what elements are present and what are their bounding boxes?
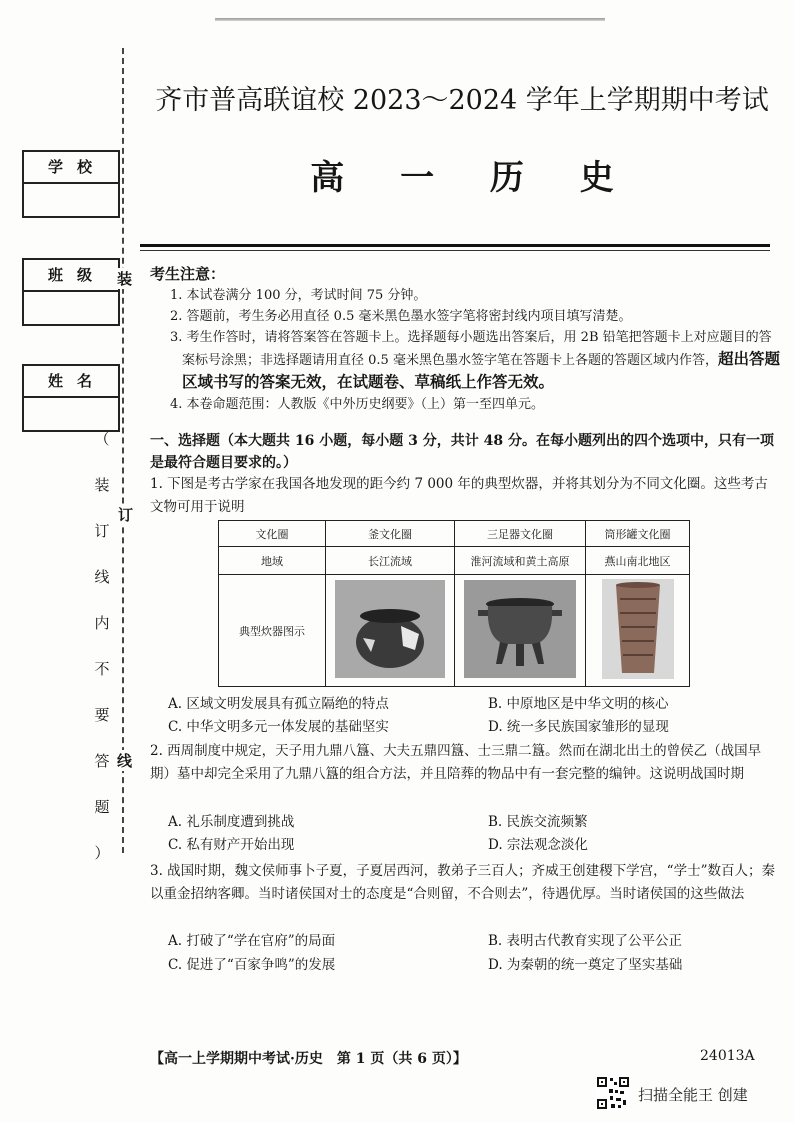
tripod-vessel-image (455, 575, 586, 687)
table-region-cell: 燕山南北地区 (586, 547, 690, 575)
binding-notice-char: 订 (94, 522, 110, 540)
scan-top-line (215, 18, 605, 21)
tube-jar-image (602, 579, 674, 679)
q1-option-c[interactable]: C. 中华文明多元一体发展的基础坚实 (168, 719, 389, 735)
name-field[interactable] (22, 364, 120, 432)
binding-notice-char: 内 (94, 614, 110, 632)
notice-item-3 (150, 327, 780, 394)
header-rule-thick (140, 244, 770, 247)
notice-item-3-emphasis: 超出答题区域书写的答案无效，在试题卷、草稿纸上作答无效。 (182, 349, 780, 391)
notice-item-3-text: 3. 考生作答时，请将答案答在答题卡上。选择题每小题选出答案后，用 2B 铅笔把答题卡上对应题目的答案标号涂黑；非选择题请用直径 0.5 毫米黑色墨水签字笔在答题卡上各题的答题区域内作答， (170, 330, 772, 368)
table-region-cell: 长江流域 (326, 547, 455, 575)
q2-option-c[interactable]: C. 私有财产开始出现 (168, 837, 295, 853)
fu-pot-image (326, 575, 455, 687)
q1-option-a[interactable]: A. 区域文明发展具有孤立隔绝的特点 (168, 696, 389, 712)
tube-jar-image (586, 575, 690, 687)
binding-notice-column (92, 428, 112, 888)
notice-item-1: 1. 本试卷满分 100 分，考试时间 75 分钟。 (170, 288, 427, 303)
table-header-cell: 文化圈 (219, 521, 326, 547)
q2-option-d[interactable]: D. 宗法观念淡化 (488, 837, 588, 853)
q2-option-a[interactable]: A. 礼乐制度遭到挑战 (168, 814, 295, 830)
binding-notice-char: 线 (94, 568, 110, 586)
binding-notice-char: 装 (94, 476, 110, 494)
binding-notice-char: （ (94, 430, 110, 448)
question-1-stem: 1. 下图是考古学家在我国各地发现的距今约 7 000 年的典型炊器，并将其划分为不同文化圈。这些考古文物可用于说明 (150, 476, 768, 515)
binding-notice-char: 不 (94, 660, 110, 678)
section-heading: 一、选择题（本大题共 16 小题，每小题 3 分，共计 48 分。在每小题列出的四个选项中，只有一项是最符合题目要求的。） (150, 433, 774, 471)
binding-notice-char: 题 (94, 798, 110, 816)
paper-code: 24013A (700, 1048, 755, 1064)
q3-option-c[interactable]: C. 促进了“百家争鸣”的发展 (168, 957, 336, 973)
q3-option-d[interactable]: D. 为秦朝的统一奠定了坚实基础 (488, 957, 683, 973)
table-region-cell: 淮河流域和黄土高原 (455, 547, 586, 575)
table-header-cell: 三足器文化圈 (455, 521, 586, 547)
q1-option-d[interactable]: D. 统一多民族国家雏形的显现 (488, 719, 669, 735)
binding-char-zhuang: 装 (117, 270, 133, 288)
table-image-label: 典型炊器图示 (219, 575, 326, 687)
q2-option-b[interactable]: B. 民族交流频繁 (488, 814, 588, 830)
scanner-watermark: 扫描全能王 创建 (638, 1086, 748, 1104)
q3-option-b[interactable]: B. 表明古代教育实现了公平公正 (488, 933, 683, 949)
binding-notice-char: 要 (94, 706, 110, 724)
table-region-cell: 地域 (219, 547, 326, 575)
binding-notice-char: ） (94, 844, 110, 862)
subject-title: 高 一 历 史 (310, 158, 636, 198)
question-2-stem: 2. 西周制度中规定，天子用九鼎八簋、大夫五鼎四簋、士三鼎二簋。然而在湖北出土的曾侯乙（战国早期）墓中却完全采用了九鼎八簋的组合方法，并且陪葬的物品中有一套完整的编钟。这说明战国时期 (150, 743, 762, 782)
header-rule-thin (140, 250, 770, 251)
class-field[interactable] (22, 258, 120, 326)
class-label: 班级 (24, 260, 118, 292)
binding-notice-char: 答 (94, 752, 110, 770)
exam-title: 齐市普高联谊校 2023～2024 学年上学期期中考试 (155, 85, 769, 116)
tripod-vessel-image (464, 580, 576, 678)
notice-item-2: 2. 答题前，考生务必用直径 0.5 毫米黑色墨水签字笔将密封线内项目填写清楚。 (170, 309, 632, 324)
candidate-notice (150, 264, 780, 415)
q1-option-b[interactable]: B. 中原地区是中华文明的核心 (488, 696, 669, 712)
school-field[interactable] (22, 150, 120, 218)
page-footer: 【高一上学期期中考试·历史 第 1 页（共 6 页）】 (150, 1051, 467, 1067)
school-label: 学校 (24, 152, 118, 184)
artifact-table (218, 520, 690, 687)
notice-heading: 考生注意： (150, 265, 226, 283)
table-header-cell: 筒形罐文化圈 (586, 521, 690, 547)
q3-option-a[interactable]: A. 打破了“学在官府”的局面 (168, 933, 336, 949)
table-header-cell: 釜文化圈 (326, 521, 455, 547)
notice-item-4: 4. 本卷命题范围：人教版《中外历史纲要》（上）第一至四单元。 (170, 397, 545, 412)
question-3-stem: 3. 战国时期，魏文侯师事卜子夏，子夏居西河，教弟子三百人；齐威王创建稷下学宫，“学士”数百人；秦以重金招纳客卿。当时诸侯国对士的态度是“合则留，不合则去”，待遇优厚。当时诸侯国的这些做法 (150, 863, 775, 902)
binding-char-ding: 订 (118, 506, 134, 524)
fu-pot-image (335, 580, 445, 678)
binding-dashed-line (122, 48, 124, 853)
qr-code-icon (596, 1076, 630, 1110)
name-label: 姓名 (24, 366, 118, 398)
binding-char-xian: 线 (117, 752, 133, 770)
